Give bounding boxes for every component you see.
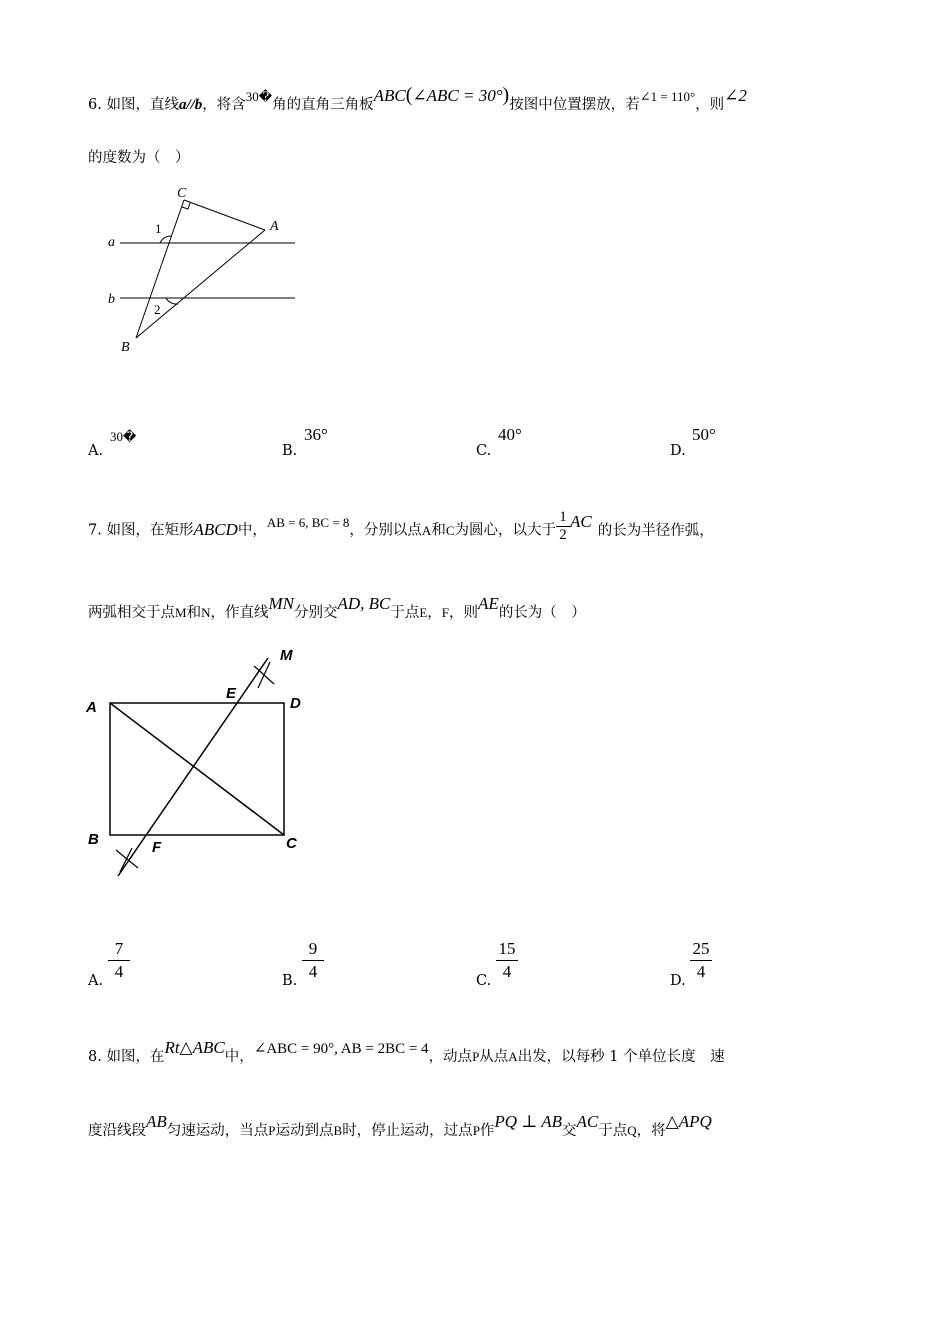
q7-abcd: ABCD (193, 519, 238, 539)
q6-angle1: ∠1 = 110° (639, 89, 696, 104)
q6-ab-parallel: a//b (178, 97, 203, 113)
q6-angle2-arc (166, 298, 178, 304)
q8-triangle: Rt△ABC (164, 1038, 225, 1057)
q6-line-2: 的度数为（ ） (88, 150, 190, 166)
q8-pq-perp: PQ ⊥ AB (494, 1112, 563, 1131)
q7-half-fraction: $\frac{1}{2}$ (556, 509, 570, 544)
q7-ac: AC (569, 511, 592, 531)
q6-option-c[interactable]: C. 40° (476, 425, 522, 459)
q7-label-b: B (88, 831, 99, 848)
q7-label-a: A (86, 699, 97, 716)
q7-mn: MN (268, 594, 294, 613)
q6-deg30: 30� (245, 89, 273, 104)
q6-label-b-vertex: B (121, 340, 130, 355)
q7-label-e: E (226, 685, 237, 702)
q7-option-d[interactable]: D. 25 4 (670, 973, 686, 989)
q7-option-c[interactable]: C. 15 4 (476, 973, 491, 989)
q8-ab: AB (146, 1112, 167, 1131)
q6-side-ca (184, 200, 265, 230)
q8-line-2: 度沿线段AB匀速运动，当点P运动到点B时，停止运动，过点P作PQ ⊥ AB交AC于点Q，将△APQ (88, 1112, 712, 1139)
q7-line-1: 7. 如图，在矩形ABCD中，AB = 6, BC = 8，分别以点A和C为圆心，以大于 $\frac{1}{2}$ AC 的长为半径作弧， (88, 509, 714, 543)
q6-right-angle-mark (182, 203, 190, 209)
q7-option-a[interactable]: A. 7 4 (88, 973, 103, 989)
q7-diagonal-ac (110, 703, 284, 835)
q6-side-ab (136, 230, 265, 338)
q7-label-c: C (286, 835, 297, 852)
q7-adbc: AD, BC (337, 594, 391, 613)
q6-option-b[interactable]: B. 36° (282, 425, 328, 459)
q7-label-m: M (280, 647, 293, 664)
q6-condition: ∠ABC = 30° (412, 86, 503, 105)
q7-line-mn (118, 658, 268, 876)
q6-label-angle1: 1 (155, 221, 162, 236)
q7-label-d: D (290, 695, 301, 712)
q7-ae: AE (478, 594, 499, 613)
q6-label-c: C (177, 186, 187, 201)
q7-option-b[interactable]: B. 9 4 (282, 973, 297, 989)
q6-label-line-a: a (108, 235, 115, 250)
q7-label-f: F (152, 839, 162, 856)
q7-condition: AB = 6, BC = 8 (266, 514, 350, 530)
q6-angle2: ∠2 (724, 86, 747, 105)
q8-condition: ∠ABC = 90°, AB = 2BC = 4 (253, 1041, 429, 1057)
q6-label-line-b: b (108, 292, 115, 307)
q6-option-a[interactable]: A. 30� (88, 429, 137, 459)
q8-line-1: 8. 如图，在Rt△ABC中，∠ABC = 90°, AB = 2BC = 4，动点P从点A出发，以每秒 1 个单位长度 速 (88, 1038, 725, 1065)
q8-ac: AC (576, 1112, 599, 1131)
q6-figure (100, 180, 310, 360)
q7-figure (80, 640, 320, 890)
q8-apq: △APQ (665, 1112, 712, 1131)
q6-label-a-vertex: A (270, 219, 279, 234)
q6-abc: ABC (373, 86, 406, 105)
q6-label-angle2: 2 (154, 302, 161, 317)
q7-line-2: 两弧相交于点M和N，作直线MN分别交AD, BC于点E，F，则AE的长为（ ） (88, 594, 586, 621)
q6-option-d[interactable]: D. 50° (670, 425, 716, 459)
q6-line-1: 6. 如图，直线a//b，将含30�角的直角三角板ABC(∠ABC = 30°)按图中位置摆放，若∠1 = 110°，则∠2 (88, 84, 747, 113)
